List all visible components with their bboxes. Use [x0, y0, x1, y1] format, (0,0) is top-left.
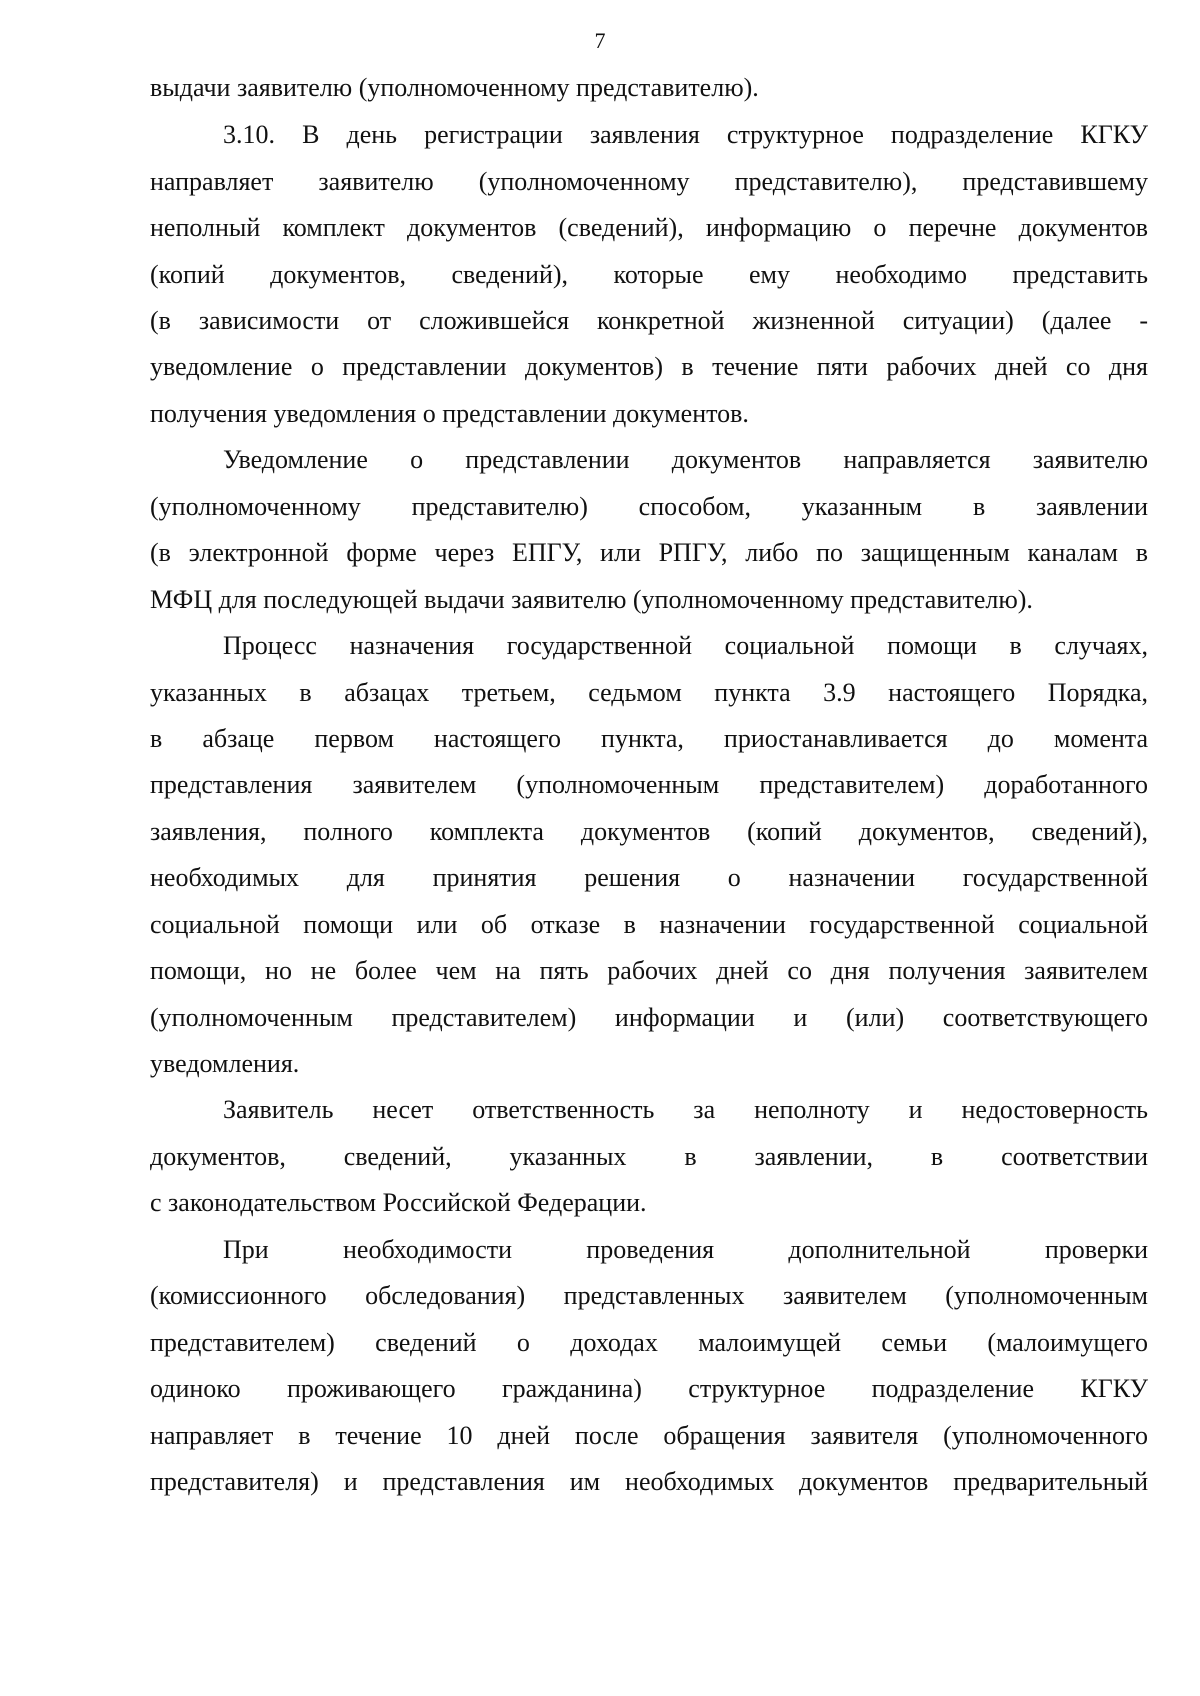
paragraph-line: с законодательством Российской Федерации. — [150, 1188, 647, 1217]
page-number: 7 — [594, 28, 606, 53]
paragraph-line: в абзаце первом настоящего пункта, приостанавливается до момента — [150, 724, 1148, 753]
paragraph-line: представления заявителем (уполномоченным представителем) доработанного — [150, 770, 1148, 799]
paragraph-line: уведомление о представлении документов) в течение пяти рабочих дней со дня — [150, 352, 1148, 381]
paragraph-line: Уведомление о представлении документов направляется заявителю — [223, 445, 1148, 474]
paragraph-line: Заявитель несет ответственность за неполноту и недостоверность — [223, 1095, 1148, 1124]
paragraph-line: (копий документов, сведений), которые ему необходимо представить — [150, 260, 1148, 289]
paragraph-line: (уполномоченным представителем) информации и (или) соответствующего — [150, 1003, 1148, 1032]
paragraph-line: направляет заявителю (уполномоченному представителю), представившему — [150, 167, 1148, 196]
paragraph-line: направляет в течение 10 дней после обращения заявителя (уполномоченного — [150, 1421, 1148, 1450]
paragraph-line: необходимых для принятия решения о назначении государственной — [150, 863, 1148, 892]
paragraph-line: представителем) сведений о доходах малоимущей семьи (малоимущего — [150, 1328, 1148, 1357]
paragraph-line: Процесс назначения государственной социальной помощи в случаях, — [223, 631, 1148, 660]
paragraph-line: уведомления. — [150, 1049, 300, 1078]
paragraph-line: (в зависимости от сложившейся конкретной жизненной ситуации) (далее - — [150, 306, 1148, 335]
paragraph-line: (комиссионного обследования) представленных заявителем (уполномоченным — [150, 1281, 1148, 1310]
paragraph-line: социальной помощи или об отказе в назначении государственной социальной — [150, 910, 1148, 939]
paragraph-line: помощи, но не более чем на пять рабочих дней со дня получения заявителем — [150, 956, 1148, 985]
paragraph-line: документов, сведений, указанных в заявлении, в соответствии — [150, 1142, 1148, 1171]
paragraph-line: получения уведомления о представлении документов. — [150, 399, 749, 428]
paragraph-line: неполный комплект документов (сведений), информацию о перечне документов — [150, 213, 1148, 242]
paragraph-line: представителя) и представления им необходимых документов предварительный — [150, 1467, 1148, 1496]
paragraph-line: 3.10. В день регистрации заявления структурное подразделение КГКУ — [223, 120, 1148, 149]
paragraph-line: При необходимости проведения дополнительной проверки — [223, 1235, 1148, 1264]
paragraph-line: указанных в абзацах третьем, седьмом пункта 3.9 настоящего Порядка, — [150, 678, 1148, 707]
paragraph-line: одиноко проживающего гражданина) структурное подразделение КГКУ — [150, 1374, 1148, 1403]
paragraph-line: (в электронной форме через ЕПГУ, или РПГУ, либо по защищенным каналам в — [150, 538, 1148, 567]
paragraph-line: МФЦ для последующей выдачи заявителю (уполномоченному представителю). — [150, 585, 1033, 614]
paragraph-line: заявления, полного комплекта документов (копий документов, сведений), — [150, 817, 1148, 846]
paragraph-line: выдачи заявителю (уполномоченному представителю). — [150, 73, 759, 102]
paragraph-line: (уполномоченному представителю) способом, указанным в заявлении — [150, 492, 1148, 521]
